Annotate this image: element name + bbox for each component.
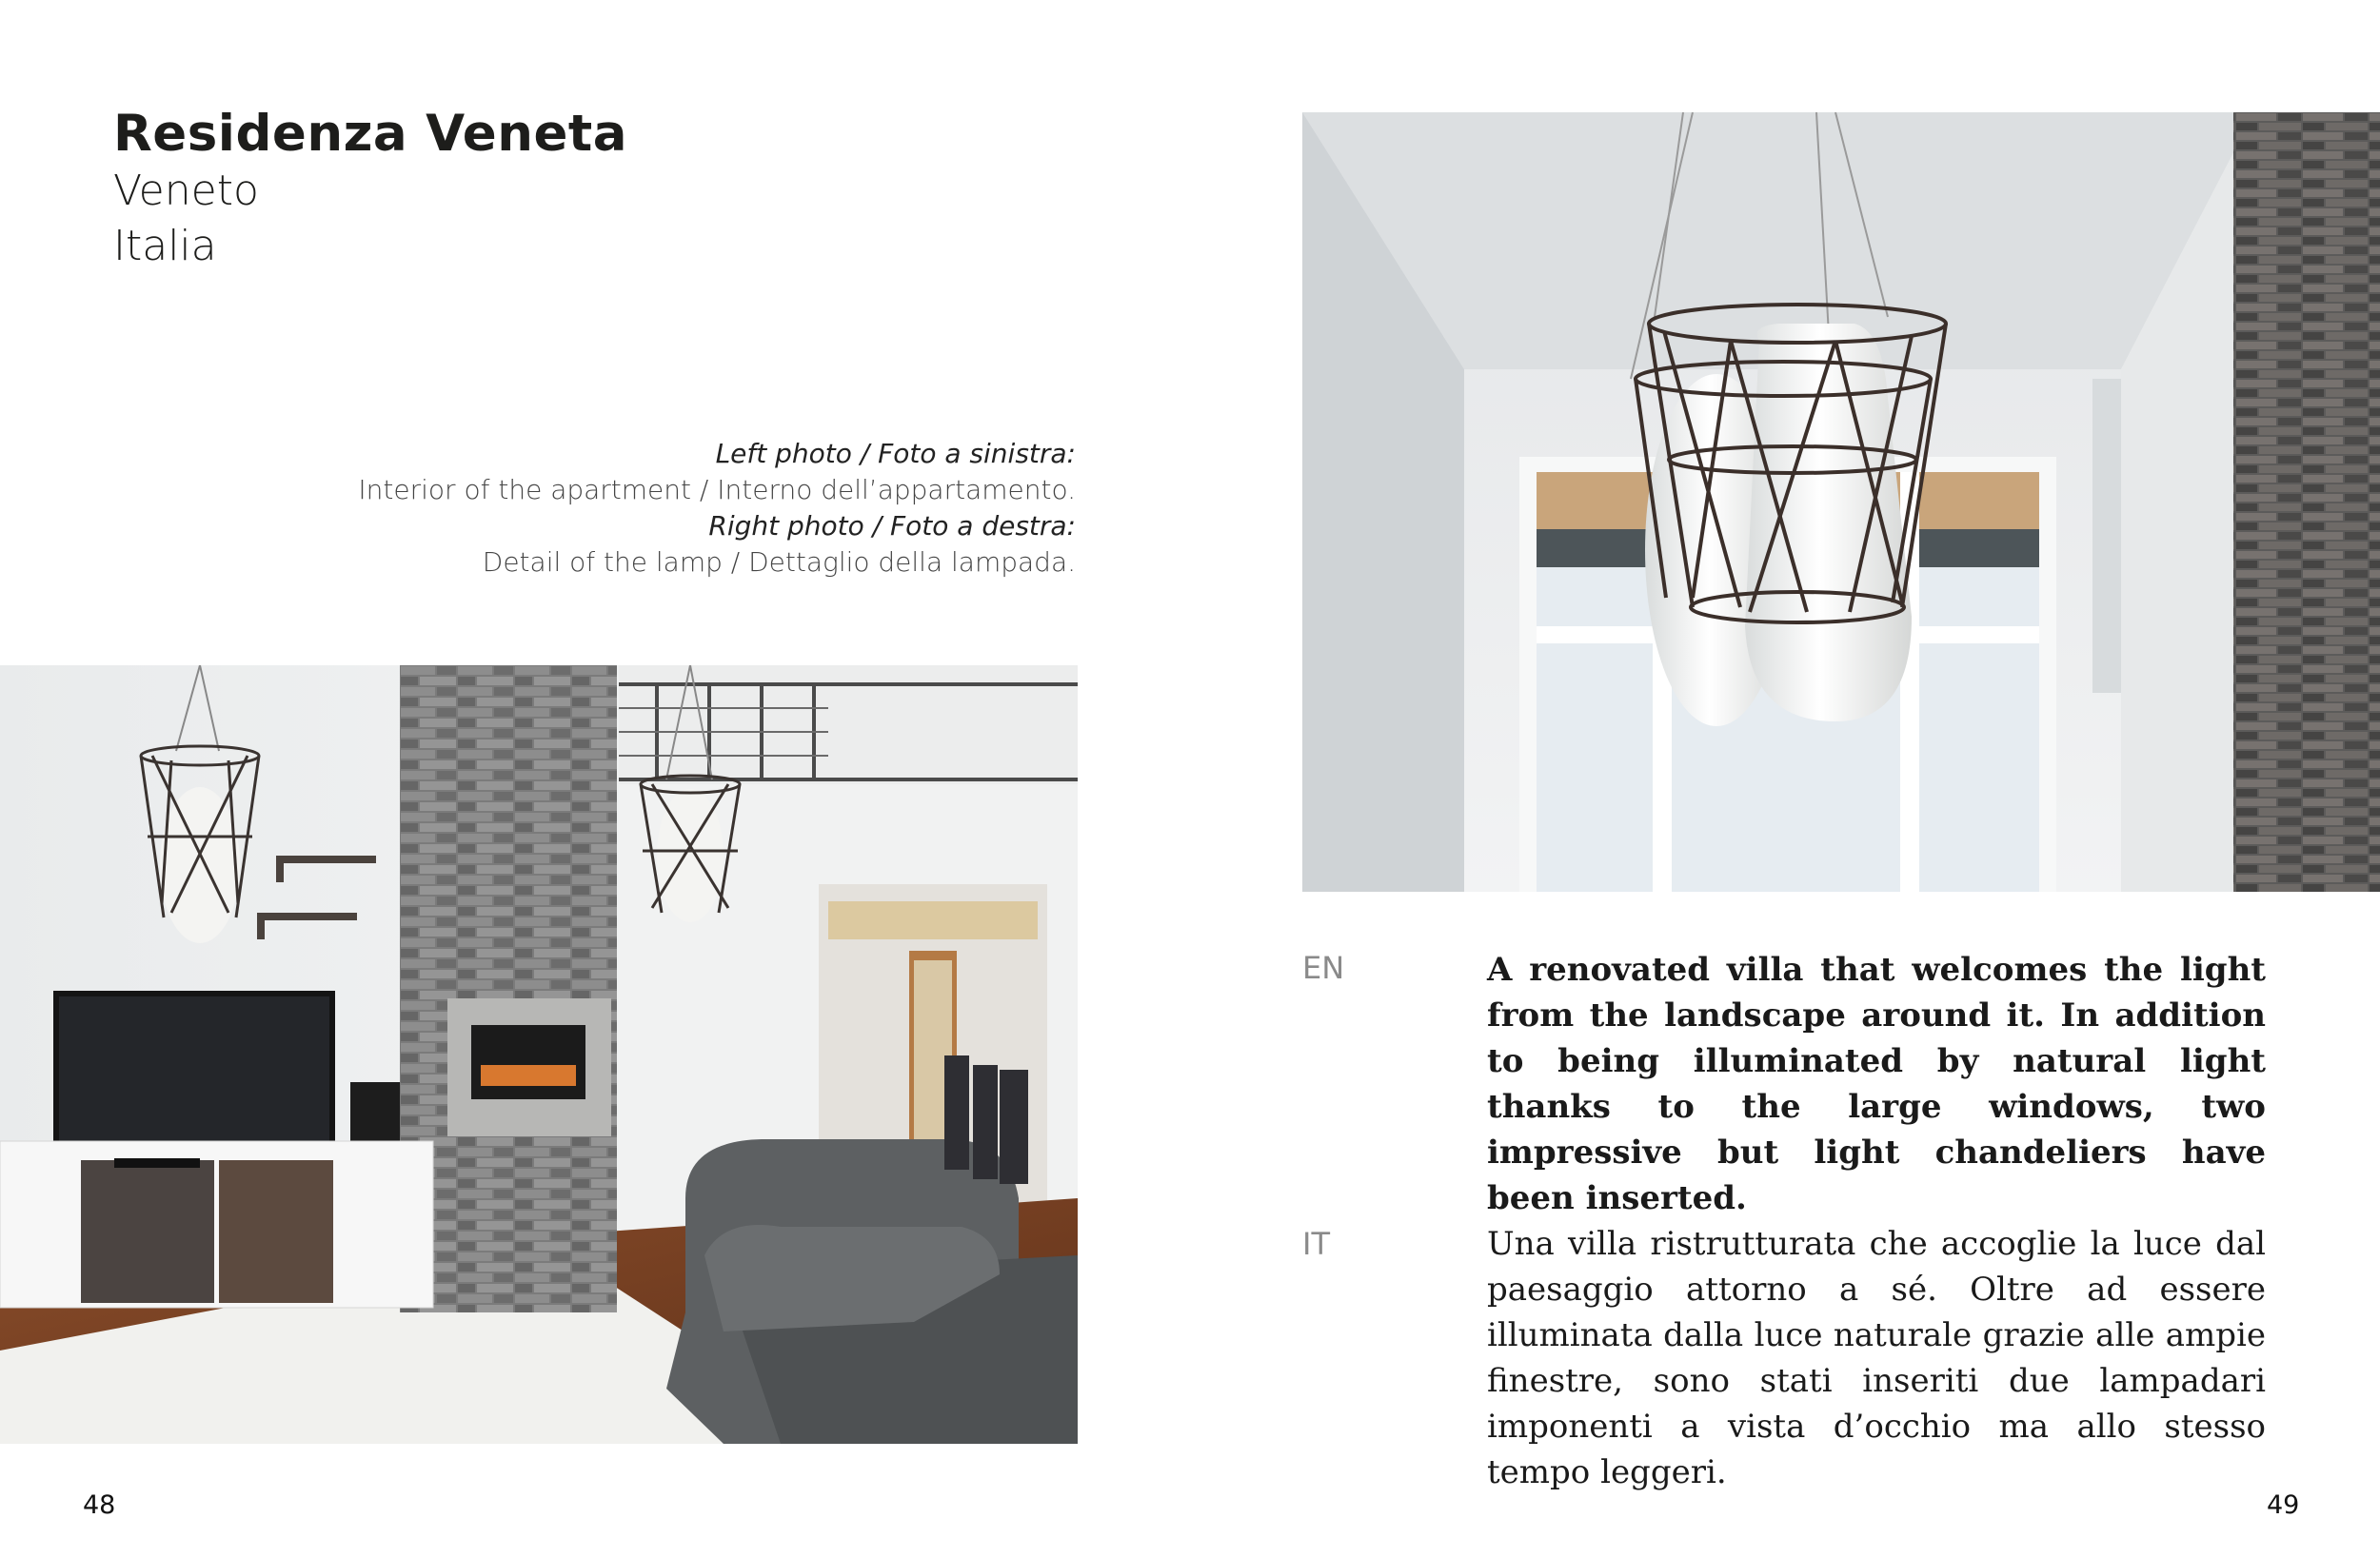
left-photo-caption-text: Interior of the apartment / Interno dell’appartamento. — [358, 474, 1076, 505]
italian-language-label: IT — [1302, 1226, 1330, 1262]
page-number-left: 48 — [83, 1490, 116, 1520]
english-description: A renovated villa that welcomes the light from the landscape around it. In addition to being illuminated by natural light thanks to the large windows, two impressive but light chandeliers have been inserted. — [1487, 951, 2266, 1217]
page-number-right: 49 — [2267, 1490, 2300, 1520]
italian-description: Una villa ristrutturata che accoglie la luce dal paesaggio attorno a sé. Oltre ad essere illuminata dalla luce naturale grazie alle ampie finestre, sono stati inseriti due lampadari imponenti a vista d’occhio ma allo stesso tempo leggeri. — [1487, 1225, 2266, 1491]
project-region: Veneto — [113, 167, 259, 215]
living-room-photo — [0, 665, 1078, 1444]
right-photo-caption-text: Detail of the lamp / Dettaglio della lampada. — [482, 546, 1076, 578]
lamp-detail-photo — [1302, 112, 2380, 892]
project-title: Residenza Veneta — [113, 105, 627, 163]
left-photo-caption-label: Left photo / Foto a sinistra: — [715, 438, 1076, 469]
right-photo-caption-label: Right photo / Foto a destra: — [708, 510, 1076, 542]
project-country: Italia — [113, 222, 217, 270]
photo-captions — [358, 436, 1076, 581]
english-language-label: EN — [1302, 950, 1345, 986]
